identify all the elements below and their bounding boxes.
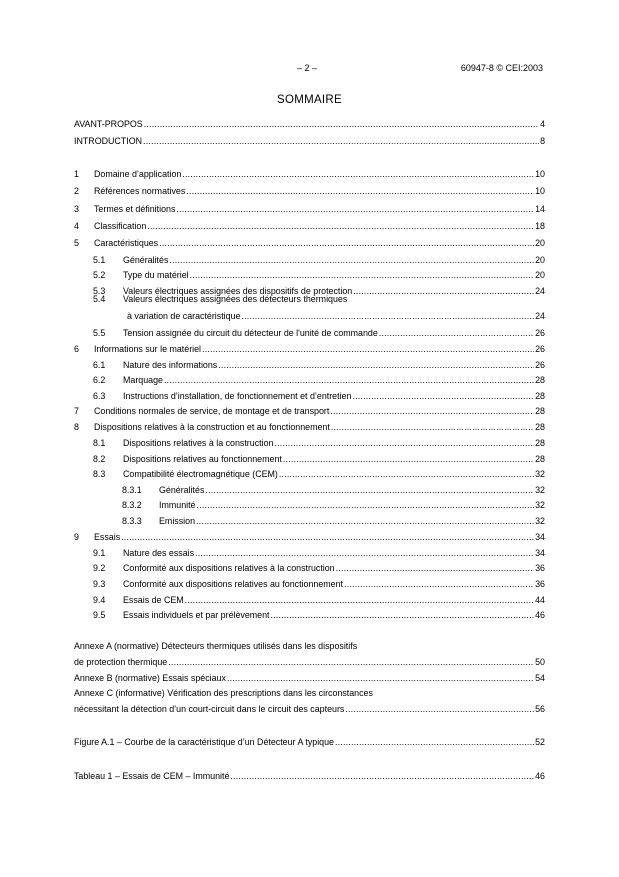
toc-entry-page: 36 xyxy=(535,563,545,573)
dot-leader xyxy=(271,610,535,621)
toc-entry[interactable] xyxy=(74,358,545,371)
dot-leader xyxy=(379,328,534,339)
toc-entry-title: Valeurs électriques assignées des détecteurs thermiques xyxy=(123,294,348,304)
toc-entry-title: Informations sur le matériel xyxy=(94,344,202,354)
toc-entry-page: 46 xyxy=(535,610,545,620)
toc-entry-title: Tension assignée du circuit du détecteur de l'unité de commande xyxy=(123,328,378,338)
toc-entry[interactable] xyxy=(74,769,545,782)
toc-entry-page: 34 xyxy=(535,532,545,542)
toc-entry[interactable] xyxy=(74,577,545,590)
document-reference: 60947-8 © CEI:2003 xyxy=(460,63,543,73)
toc-entry-page: 20 xyxy=(535,238,545,248)
toc-entry[interactable] xyxy=(74,498,545,511)
dot-leader xyxy=(353,286,534,297)
toc-entry-number: 9.4 xyxy=(93,595,106,605)
toc-entry-title: Figure A.1 – Courbe de la caractéristique d’un Détecteur A typique xyxy=(74,737,334,747)
toc-entry-title: Conformité aux dispositions relatives au fonctionnement xyxy=(123,579,344,589)
toc-entry-title: Classification xyxy=(94,221,147,231)
toc-entry-title: Caractéristiques xyxy=(94,238,159,248)
toc-entry-number: 8.3 xyxy=(93,469,106,479)
toc-entry-title: Type du matériel xyxy=(123,270,189,280)
toc-entry-page: 28 xyxy=(535,422,545,432)
toc-entry-number: 6 xyxy=(74,344,79,354)
toc-entry-title: à variation de caractéristique xyxy=(127,311,241,321)
toc-entry-number: 5.4 xyxy=(93,294,106,304)
toc-entry-number: 9.2 xyxy=(93,563,106,573)
dot-leader xyxy=(331,422,534,433)
toc-entry-title: Immunité xyxy=(159,500,196,510)
toc-entry-page: 34 xyxy=(535,548,545,558)
toc-entry-page: 20 xyxy=(535,270,545,280)
dot-leader xyxy=(159,238,534,249)
toc-entry-number: 9 xyxy=(74,532,79,542)
toc-entry-number: 5 xyxy=(74,238,79,248)
toc-entry-page: 10 xyxy=(535,186,545,196)
dot-leader xyxy=(227,673,534,684)
toc-entry-title: Annexe B (normative) Essais spéciaux xyxy=(74,673,226,683)
dot-leader xyxy=(164,375,534,386)
toc-entry[interactable] xyxy=(74,467,545,480)
toc-entry-title: Marquage xyxy=(123,375,163,385)
toc-entry-page: 46 xyxy=(535,771,545,781)
toc-entry-number: 6.3 xyxy=(93,391,106,401)
toc-entry-title: Références normatives xyxy=(94,186,186,196)
toc-entry-title: Tableau 1 – Essais de CEM – Immunité xyxy=(74,771,230,781)
toc-entry[interactable] xyxy=(74,655,545,668)
dot-leader xyxy=(186,186,534,197)
dot-leader xyxy=(195,548,534,559)
toc-entry-number: 1 xyxy=(74,169,79,179)
toc-entry[interactable] xyxy=(74,735,545,748)
toc-entry-page: 32 xyxy=(535,469,545,479)
toc-entry-title: Dispositions relatives à la construction xyxy=(123,438,274,448)
dot-leader xyxy=(283,454,534,465)
toc-entry-number: 5.2 xyxy=(93,270,106,280)
toc-entry-number: 7 xyxy=(74,406,79,416)
toc-entry[interactable] xyxy=(74,514,545,527)
toc-entry-title: Compatibilité électromagnétique (CEM) xyxy=(123,469,278,479)
dot-leader xyxy=(205,485,534,496)
toc-entry[interactable] xyxy=(74,167,545,180)
toc-entry-page: 52 xyxy=(535,737,545,747)
toc-entry-number: 5.1 xyxy=(93,255,106,265)
toc-entry-number: 4 xyxy=(74,221,79,231)
toc-entry-page: 14 xyxy=(535,204,545,214)
toc-entry-number: 3 xyxy=(74,204,79,214)
dot-leader xyxy=(274,438,534,449)
toc-entry[interactable] xyxy=(74,530,545,543)
toc-entry[interactable] xyxy=(74,184,545,197)
dot-leader xyxy=(335,737,534,748)
toc-entry[interactable] xyxy=(74,436,545,449)
dot-leader xyxy=(182,169,534,180)
toc-entry[interactable] xyxy=(74,326,545,339)
dot-leader xyxy=(336,563,535,574)
dot-leader xyxy=(190,270,535,281)
toc-entry-number: 8.2 xyxy=(93,454,106,464)
toc-entry-page: 24 xyxy=(535,286,545,296)
toc-entry-title: Dispositions relatives au fonctionnement xyxy=(123,454,282,464)
toc-entry[interactable] xyxy=(74,268,545,281)
dot-leader xyxy=(218,360,534,371)
toc-entry-page: 26 xyxy=(535,328,545,338)
toc-entry-title: Nature des essais xyxy=(123,548,195,558)
toc-entry-title: Nature des informations xyxy=(123,360,218,370)
toc-entry-title: AVANT-PROPOS xyxy=(74,119,143,129)
toc-entry[interactable] xyxy=(74,702,545,715)
toc-entry-title: Essais xyxy=(94,532,121,542)
toc-entry-page: 28 xyxy=(535,391,545,401)
toc-entry[interactable] xyxy=(74,219,545,232)
toc-entry[interactable] xyxy=(74,309,545,322)
toc-entry-number: 8.1 xyxy=(93,438,106,448)
dot-leader xyxy=(185,595,534,606)
toc-entry[interactable] xyxy=(74,389,545,402)
toc-entry[interactable] xyxy=(74,546,545,559)
toc-entry-page: 32 xyxy=(535,500,545,510)
toc-entry-title: Emission xyxy=(159,516,196,526)
toc-entry[interactable] xyxy=(74,452,545,465)
page-title: SOMMAIRE xyxy=(276,94,342,106)
toc-entry[interactable] xyxy=(74,561,545,574)
toc-entry[interactable] xyxy=(74,117,545,130)
dot-leader xyxy=(352,391,534,402)
toc-entry-number: 9.5 xyxy=(93,610,106,620)
dot-leader xyxy=(241,311,534,322)
toc-entry-page: 54 xyxy=(535,673,545,683)
dot-leader xyxy=(345,704,534,715)
toc-entry-page: 32 xyxy=(535,485,545,495)
dot-leader xyxy=(344,579,534,590)
dot-leader xyxy=(168,657,534,668)
toc-entry-page: 28 xyxy=(535,438,545,448)
toc-entry-page: 28 xyxy=(535,454,545,464)
dot-leader xyxy=(176,204,534,215)
page-number: – 2 – xyxy=(297,63,318,73)
toc-entry-page: 24 xyxy=(535,311,545,321)
dot-leader xyxy=(230,771,534,782)
toc-entry[interactable] xyxy=(74,373,545,386)
toc-entry-title: Termes et définitions xyxy=(94,204,176,214)
toc-entry-number: 6.2 xyxy=(93,375,106,385)
toc-entry-page: 8 xyxy=(540,136,545,146)
toc-entry-page: 28 xyxy=(535,375,545,385)
toc-entry-title: Domaine d’application xyxy=(94,169,182,179)
toc-entry[interactable] xyxy=(74,236,545,249)
toc-entry-title: Conformité aux dispositions relatives à la construction xyxy=(123,563,335,573)
toc-entry-title: Valeurs électriques assignées des dispositifs de protection xyxy=(123,286,353,296)
toc-entry[interactable] xyxy=(74,202,545,215)
toc-entry-page: 28 xyxy=(535,406,545,416)
toc-entry-title: nécessitant la détection d’un court-circuit dans le circuit des capteurs xyxy=(74,704,345,714)
toc-entry[interactable] xyxy=(74,483,545,496)
toc-entry-page: 36 xyxy=(535,579,545,589)
dot-leader xyxy=(330,406,534,417)
toc-entry-page: 26 xyxy=(535,344,545,354)
toc-entry-number: 5.5 xyxy=(93,328,106,338)
toc-entry-page: 50 xyxy=(535,657,545,667)
toc-entry[interactable] xyxy=(74,420,545,433)
dot-leader xyxy=(197,500,535,511)
toc-entry[interactable] xyxy=(74,253,545,266)
toc-entry-title: INTRODUCTION xyxy=(74,136,143,146)
toc-entry[interactable] xyxy=(74,342,545,355)
toc-entry-number: 9.1 xyxy=(93,548,106,558)
dot-leader xyxy=(196,516,534,527)
toc-entry-page: 26 xyxy=(535,360,545,370)
toc-entry-number: 2 xyxy=(74,186,79,196)
toc-entry-page: 32 xyxy=(535,516,545,526)
toc-entry-title: Essais individuels et par prélèvement xyxy=(123,610,270,620)
toc-entry[interactable] xyxy=(74,134,545,147)
toc-entry-page: 4 xyxy=(540,119,545,129)
toc-entry-page: 10 xyxy=(535,169,545,179)
toc-entry-number: 8 xyxy=(74,422,79,432)
toc-entry-page: 20 xyxy=(535,255,545,265)
toc-entry-page: 18 xyxy=(535,221,545,231)
toc-entry-number: 8.3.1 xyxy=(122,485,142,495)
annex-title: Annexe C (informative) Vérification des prescriptions dans les circonstances xyxy=(74,688,373,698)
toc-entry-number: 6.1 xyxy=(93,360,106,370)
dot-leader xyxy=(279,469,534,480)
toc-entry-title: de protection thermique xyxy=(74,657,168,667)
toc-entry[interactable] xyxy=(74,593,545,606)
toc-entry-page: 44 xyxy=(535,595,545,605)
toc-entry-number: 8.3.3 xyxy=(122,516,142,526)
toc-entry[interactable] xyxy=(74,608,545,621)
toc-entry[interactable] xyxy=(74,671,545,684)
toc-entry-page: 56 xyxy=(535,704,545,714)
dot-leader xyxy=(121,532,534,543)
toc-entry-number: 9.3 xyxy=(93,579,106,589)
toc-entry-title: Essais de CEM xyxy=(123,595,184,605)
dot-leader xyxy=(143,136,539,147)
toc-entry-title: Dispositions relatives à la construction et au fonctionnement xyxy=(94,422,330,432)
dot-leader xyxy=(169,255,534,266)
dot-leader xyxy=(202,344,534,355)
dot-leader xyxy=(147,221,534,232)
dot-leader xyxy=(144,119,539,130)
toc-entry-number: 5.3 xyxy=(93,286,106,296)
toc-entry[interactable] xyxy=(74,404,545,417)
toc-entry-title: Généralités xyxy=(123,255,169,265)
toc-entry-number: 8.3.2 xyxy=(122,500,142,510)
toc-entry-title: Conditions normales de service, de montage et de transport xyxy=(94,406,330,416)
toc-entry-title: Instructions d’installation, de fonctionnement et d’entretien xyxy=(123,391,352,401)
annex-title: Annexe A (normative) Détecteurs thermiques utilisés dans les dispositifs xyxy=(74,641,358,651)
toc-entry-title: Généralités xyxy=(159,485,205,495)
